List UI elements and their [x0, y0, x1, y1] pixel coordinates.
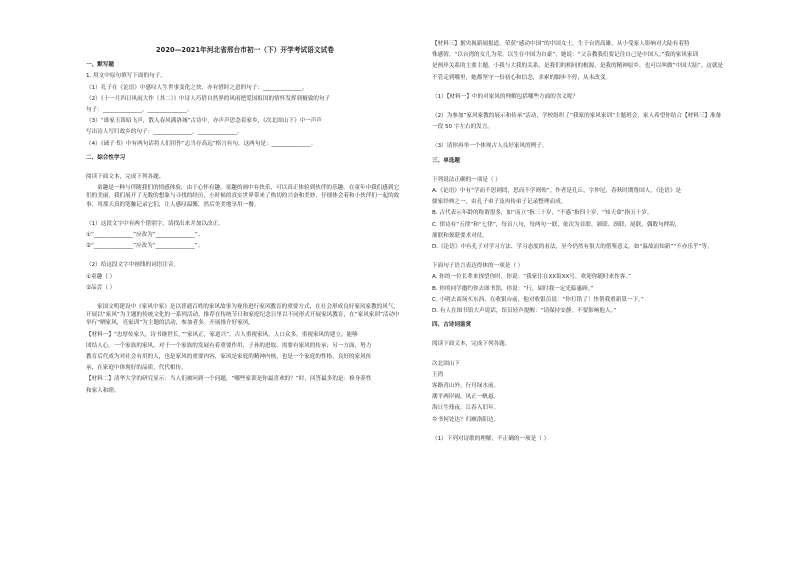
- material-3-line-3: 是两岸关系的主要主题，小我与大我的关系，是我们的相同的根源，是我的精神原乡，也可以叫做“中国大陆”。这就是: [432, 63, 724, 70]
- poetry-instruction: 阅读下面文本，完成下列各题。: [432, 341, 511, 348]
- material-1-line-1: 【材料一】“忠厚传家久，诗书继世长。”“家风正，家道兴”。古人重视家风，人口众多，重视家风的建立，能够: [86, 331, 358, 338]
- question-2-1: （1）这段文字中有两个错别字，请找出来并加以改正。: [86, 220, 224, 227]
- section-dictation-heading: 一、默写题: [86, 62, 114, 69]
- question-2-2-a: ①童趣（ ）: [86, 273, 116, 280]
- right-column: [432, 40, 750, 446]
- question-3-option-d: D.《论语》中有孔子对学习方法、学习态度的看法，至今仍然有很大的借鉴意义。如“温故而知新”“不亦乐乎”等。: [432, 244, 713, 251]
- question-4-option-d: D. 有人在图书馆大声说话，馆员轻声提醒：“请保持安静，不要影响他人。”: [432, 308, 617, 315]
- section-comprehensive-heading: 二、综合性学习: [86, 154, 126, 161]
- question-3-option-a-cont: 儒家经典之一，由孔子弟子及再传弟子记录整理而成。: [432, 199, 567, 206]
- reading-instruction: 阅读下面文本，完成下列各题。: [86, 174, 165, 181]
- poem-line-4: 乡书何处达？归雁洛阳边。: [432, 416, 500, 423]
- question-1-4: （4）《诫子书》中有两句话将人们用作“志当存高远”格言有句，这两句是：______________。: [86, 140, 317, 147]
- poem-author: 王湾: [432, 371, 444, 378]
- question-2-2: （2）给这段文字中画线的词语注音。: [86, 262, 180, 269]
- question-r1: （1）【材料一】中的对家风的理解包括哪些方面的含义呢？: [432, 93, 579, 100]
- poem-line-3: 海日生残夜，江春入旧年。: [432, 405, 500, 412]
- question-1-3: （3）“谁家玉笛暗飞声，散入春风满洛城”古诗中，亦声声思念着家乡，《次北固山下》中一声声: [86, 118, 322, 125]
- question-3-option-c: C. 律诗有“五律”和“七律”，每首八句，每两句一联，依次为首联、颔联、颈联、尾联，偶数句押韵，: [432, 221, 681, 228]
- question-4: 下面句子语言表达得体的一项是（ ）: [432, 263, 524, 270]
- question-r3: （3）请你再举一个体现古人良好家风的例子。: [432, 143, 548, 150]
- reading-passage-1: 童趣是一种与伴随我们的情感体验，由于心怀有趣，童趣的画中有快乐，可以真正体验到伙伴的乐趣。在童年中我们感到它们的美丽，我们展开了无数的想象与寻找的经历，小时候的真实世界带来了热切的兴奋和美妙，仔细体会着和小伙伴们一起的故事，用那天真的笔触记录它们，让人感叹温馨，然后美美地享用一餐。: [86, 185, 400, 208]
- material-3-line-1: 【材料三】据央视新闻报道，荣获“感动中国”的中国女士，生于台湾高雄，从小受家人影响对大陆有着特: [432, 41, 690, 47]
- material-3-line-4: 不管走到哪里，她都坚守一份初心和信念，求索的脚步不停，从未改变。: [432, 74, 612, 81]
- question-3-option-b: B. 古代表示年龄的称谓很多，如“而立”指三十岁，“不惑”指四十岁，“知天命”指五十岁。: [432, 210, 653, 217]
- question-3-option-c-cont: 颔联和颈联要求对仗。: [432, 232, 488, 239]
- material-1-line-4: 承，在家庭中体现好的品质，代代相传。: [86, 365, 187, 372]
- left-column: [86, 0, 404, 398]
- question-2-1-a: ①“______________”应改为“______________”。: [86, 232, 204, 239]
- question-2-2-b: ②品尝（ ）: [86, 284, 116, 291]
- section-poetry-heading: 四、古诗词鉴赏: [432, 322, 472, 329]
- question-1-2: （2）《十一月四日风雨大作（其二）》中诗人巧借自然界的风雨把爱国报国的情怀发挥到极致的句子: [86, 95, 331, 102]
- poem-line-1: 客路青山外，行舟绿水前。: [432, 383, 500, 390]
- material-2-line-1: 【材料二】清华大学的研究显示：当人们被问到一个问题，“哪些家训是你最喜欢的？”时，回答最多的是：修身养性: [86, 376, 372, 383]
- question-1: 1. 用文中原句填写下面的句子。: [86, 73, 166, 80]
- question-4-option-b: B. 你的同学邀约你去图书馆，你说：“行，届时我一定光临惠顾。”: [432, 285, 594, 292]
- question-3: 下列说法正确的一项是（ ）: [432, 176, 501, 183]
- question-4-option-c: C. 小明去商场买东西，在收银台前，他对收银员说：“你打错了！快帮我重新算一下。”: [432, 296, 644, 303]
- question-r2: （2）为参加“家风家教的展示和传承”活动，学校组织了“我家的家风家训”主题班会，家人希望你结合【材料三】准备: [432, 113, 722, 120]
- poem-title: 次北固山下: [432, 360, 460, 367]
- question-poem-1: （1）下列对诗歌的理解，不正确的一项是（ ）: [432, 435, 550, 442]
- question-4-option-a: A. 你的一位长辈来探望你时，你说：“我家住在XX街XX号，欢迎你随时来作客。”: [432, 274, 632, 281]
- material-1-line-3: 教育后代成为对社会有用的人，也是家风的重要内容，家风是家庭的精神内核，也是一个家庭的性格。良好的家风传: [86, 354, 372, 361]
- document-title: 2020—2021年河北省邢台市初一（下）开学考试语文试卷: [155, 46, 335, 54]
- question-2-1-b: ②“______________”应改为“______________”。: [86, 243, 204, 250]
- poem-line-2: 潮平两岸阔，风正一帆悬。: [432, 394, 500, 401]
- material-1-line-2: 团结人心。一个家族的家风，对于一个家族的发展有着重要作用，子孙的进取，需要有家风的传承；另一方面，努力: [86, 342, 372, 349]
- material-2-line-2: 和家人和睦。: [86, 387, 120, 394]
- question-3-option-a: A.《论语》中有“学而不思则罔，思而不学则殆”。作者是孔丘，字仲尼，春秋时期鲁国人，《论语》是: [432, 188, 682, 195]
- material-3-line-2: 殊感情。“以台湾的女儿为荣，以生在中国为自豪”，她说：“父亲教我们要记住自己是中国人。”我的家风家训: [432, 52, 699, 59]
- reading-passage-2: 家国文明建设中《家风中家》是以普通百姓的家风故事为视角进行家风教育的重要方式，在社会形成良好家风家教的风气，开展以“家风”为主题的传统文化的一系列活动。推荐在传统节日和家庭纪念日里以不同形式开展家风教育，在“家风家训”活动中举行“晒家风，亮家训”为主题的活动，参加者多。开展推介好家风。: [86, 304, 400, 327]
- question-1-2-answer: 句子：______________，______________。: [86, 107, 193, 114]
- section-single-choice-heading: 三、单选题: [432, 157, 460, 164]
- question-1-1: （1）孔子在《论语》中感叹人生世事变化之快，亦有惜时之意的句子：______________。: [86, 84, 308, 91]
- question-1-3-answer: 写出诗人写归故乡的句子：______________，______________。: [86, 129, 243, 136]
- question-r2-cont: 一段 50 字左右的发言。: [432, 124, 494, 131]
